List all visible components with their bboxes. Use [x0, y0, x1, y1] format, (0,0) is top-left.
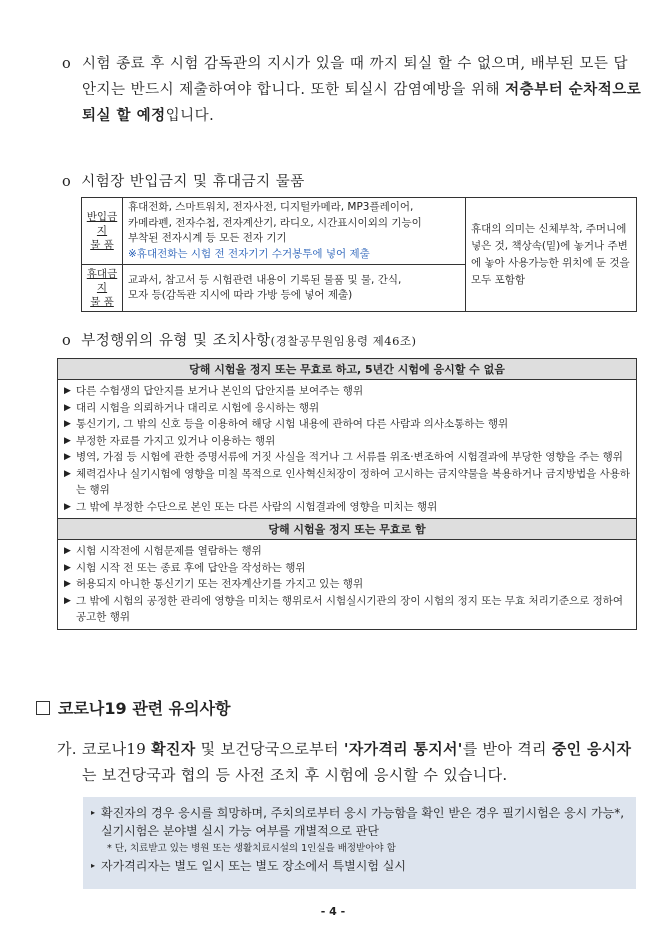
info-footnote: * 단, 치료받고 있는 병원 또는 생활치료시설의 1인실을 배정받아야 함 — [107, 843, 396, 854]
list-item: ▶ 그 밖에 시험의 공정한 관리에 영향을 미치는 행위로서 시험실시기관의 장이 시험의 정지 또는 무효 처리기준으로 정하여 공고한 행위 — [64, 594, 624, 623]
phone-submission-note: ※휴대전화는 시험 전 전자기기 수거봉투에 넣어 제출 — [128, 247, 370, 260]
corona-title-text: 코로나19 관련 유의사항 — [58, 699, 231, 718]
group1-list — [58, 380, 637, 519]
prohibited-items-title-text: 시험장 반입금지 및 휴대금지 물품 — [81, 174, 305, 190]
list-item: ▶ 부정한 자료를 가지고 있거나 이용하는 행위 — [64, 433, 630, 450]
list-item: ▶ 그 밖에 부정한 수단으로 본인 또는 다른 사람의 시험결과에 영향을 미치는 행위 — [64, 499, 630, 516]
exam-end-text-tail: 입니다. — [165, 108, 215, 124]
group2-list — [58, 540, 637, 630]
group1-header: 당해 시험을 정지 또는 무효로 하고, 5년간 시험에 응시할 수 없음 — [58, 359, 637, 380]
item-marker: 가. — [57, 740, 77, 758]
banned-items-header-line2: 물 품 — [90, 239, 114, 251]
misconduct-legal-ref: (경찰공무원임용령 제46조) — [270, 334, 417, 348]
corona-paragraph — [57, 736, 642, 788]
carry-banned-list — [123, 265, 466, 312]
list-item: ▶ 체력검사나 실기시험에 영향을 미칠 목적으로 인사혁신처장이 정하여 고시하는 금지약물을 복용하거나 금지방법을 사용하는 행위 — [64, 467, 631, 496]
triangle-bullet-icon: ▶ — [64, 402, 71, 413]
banned-items-header-line1: 반입금지 — [86, 211, 118, 237]
banned-items-line: 카메라펜, 전자수첩, 전자계산기, 라디오, 시간표시이외의 기능이 — [128, 216, 422, 229]
triangle-bullet-icon: ▶ — [64, 546, 71, 556]
confirmed-patient-text: 확진자 — [151, 740, 196, 758]
triangle-bullet-icon: ▶ — [64, 452, 71, 462]
triangle-bullet-icon: ▶ — [64, 579, 71, 589]
possession-definition-note: 휴대의 의미는 신체부착, 주머니에 넣은 것, 책상속(밑)에 놓거나 주변에 놓아 사용가능한 위치에 둔 것을 모두 포함함 — [466, 198, 637, 312]
triangle-bullet-icon: ▸ — [91, 861, 96, 870]
carry-banned-header — [82, 265, 123, 312]
exam-end-paragraph — [62, 52, 642, 129]
bullet-marker: o — [62, 174, 72, 190]
list-item: ▶ 시험 시작전에 시험문제를 열람하는 행위 — [64, 543, 630, 560]
carry-banned-header-line2: 물 품 — [90, 296, 114, 308]
quarantined-applicant-text: 중인 응시자 — [551, 740, 632, 758]
carry-banned-line: 모자 등(감독관 지시에 따라 가방 등에 넣어 제출) — [128, 289, 353, 301]
misconduct-title — [62, 329, 417, 350]
corona-info-box — [83, 797, 636, 889]
list-item: ▶ 시험 시작 전 또는 종료 후에 답안을 작성하는 행위 — [64, 560, 630, 577]
prohibited-items-title — [62, 170, 305, 191]
group2-header: 당해 시험을 정지 또는 무효로 함 — [58, 519, 637, 540]
banned-items-line: 휴대전화, 스마트워치, 전자사전, 디지털카메라, MP3플레이어, — [128, 201, 414, 213]
corona-text: 및 보건당국으로부터 — [195, 740, 344, 758]
list-item: ▶ 허용되지 아니한 통신기기 또는 전자계산기를 가지고 있는 행위 — [64, 576, 630, 593]
checkbox-square-icon — [36, 701, 50, 715]
prohibited-items-table — [81, 197, 637, 312]
banned-items-list — [123, 198, 466, 265]
carry-banned-header-line1: 휴대금지 — [86, 268, 118, 294]
triangle-bullet-icon: ▶ — [64, 595, 71, 606]
triangle-bullet-icon: ▶ — [64, 386, 71, 396]
corona-text: 는 보건당국과 협의 등 사전 조치 후 시험에 응시할 수 있습니다. — [82, 766, 508, 784]
page-number: - 4 - — [320, 905, 346, 918]
list-item: ▶ 대리 시험을 의뢰하거나 대리로 시험에 응시하는 행위 — [64, 400, 630, 417]
bullet-marker: o — [62, 56, 72, 72]
triangle-bullet-icon: ▶ — [64, 468, 71, 479]
triangle-bullet-icon: ▸ — [91, 808, 96, 817]
corona-section-title — [36, 696, 231, 719]
info-item: ▸ 자가격리자는 별도 일시 또는 별도 장소에서 특별시험 실시 — [91, 859, 406, 873]
list-item: ▶ 다른 수험생의 답안지를 보거나 본인의 답안지를 보여주는 행위 — [64, 383, 630, 400]
misconduct-table — [57, 358, 637, 630]
exam-end-text: 시험 종료 후 시험 감독관의 지시가 있을 때 까지 퇴실 할 수 없으며, 배부된 모든 답안지는 반드시 제출하여야 합니다. 또한 퇴실시 감염예방을 위해 — [82, 56, 628, 98]
misconduct-title-text: 부정행위의 유형 및 조치사항 — [81, 333, 271, 349]
exam-end-bold-text: 저층부터 순차적으로 퇴실 할 예정 — [82, 81, 642, 124]
bullet-marker: o — [62, 333, 72, 349]
quarantine-notice-text: '자가격리 통지서' — [343, 740, 463, 758]
banned-items-line: 부착된 전자시계 등 모든 전자 기기 — [128, 232, 287, 244]
triangle-bullet-icon: ▶ — [64, 501, 71, 512]
list-item: ▶ 통신기기, 그 밖의 신호 등을 이용하여 해당 시험 내용에 관하여 다른 사람과 의사소통하는 행위 — [64, 416, 630, 433]
carry-banned-line: 교과서, 참고서 등 시험관련 내용이 기록된 물품 및 물, 간식, — [128, 273, 402, 286]
info-item: ▸ 확진자의 경우 응시를 희망하며, 주치의로부터 응시 가능함을 확인 받은 경우 필기시험은 응시 가능*, 실기시험은 분야별 실시 가능 여부를 개별적으로 판단 — [91, 806, 625, 838]
corona-text: 코로나19 — [82, 740, 152, 758]
list-item: ▶ 병역, 가점 등 시험에 관한 증명서류에 거짓 사실을 적거나 그 서류를 위조·변조하여 시험결과에 부당한 영향을 주는 행위 — [64, 449, 630, 466]
banned-items-header — [82, 198, 123, 265]
triangle-bullet-icon: ▶ — [64, 419, 71, 429]
triangle-bullet-icon: ▶ — [64, 562, 71, 573]
triangle-bullet-icon: ▶ — [64, 435, 71, 446]
corona-text: 를 받아 격리 — [462, 740, 552, 758]
